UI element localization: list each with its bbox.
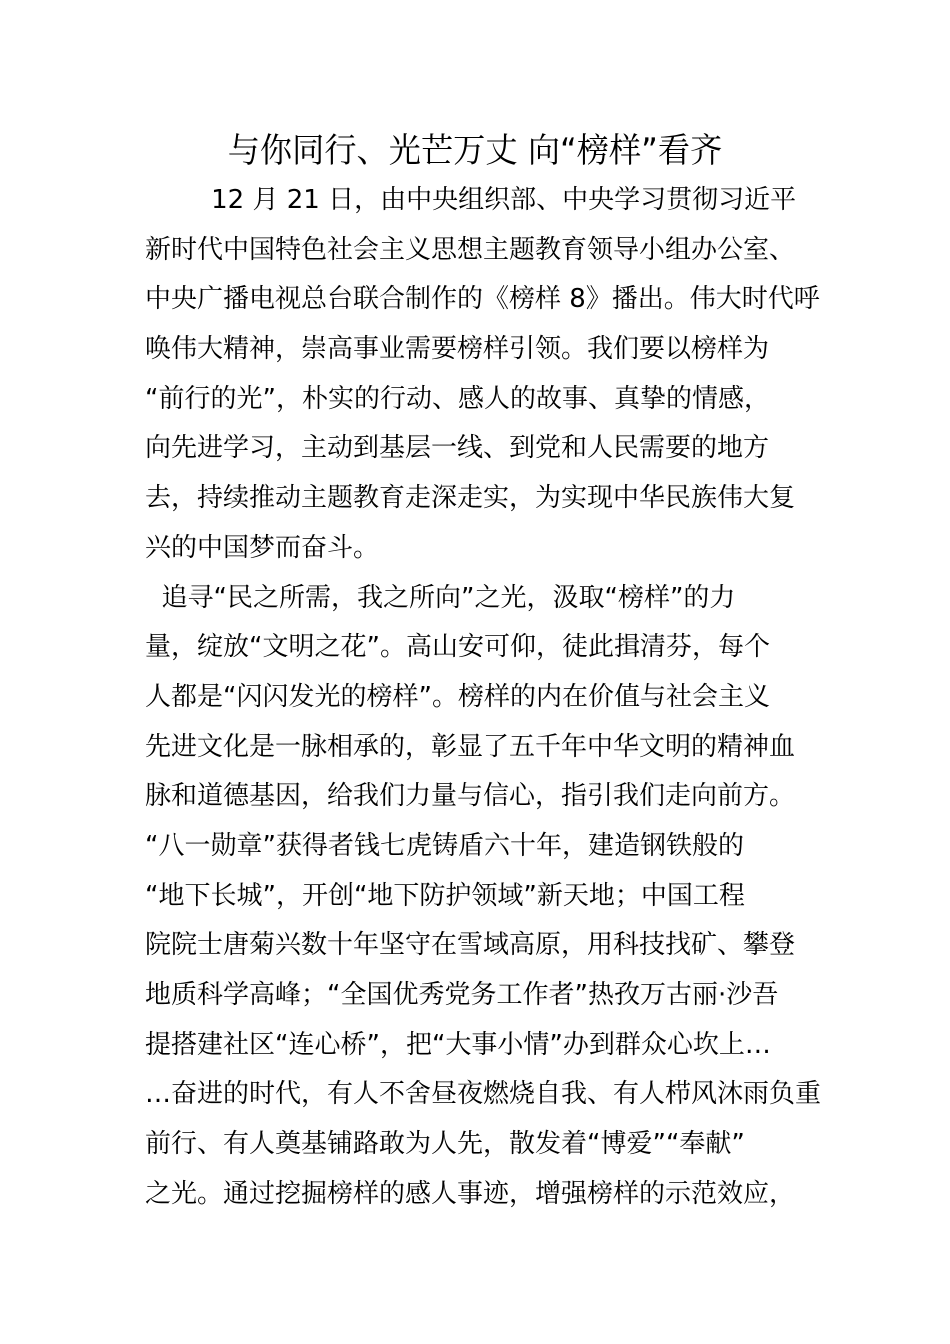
text-line: 脉和道德基因，给我们力量与信心，指引我们走向前方。 [145,781,796,812]
text-line: “地下长城”，开创“地下防护领域”新天地；中国工程 [145,880,745,911]
text-line: 兴的中国梦而奋斗。 [145,532,380,563]
text-line: 前行、有人奠基铺路敢为人先，散发着“博爱”“奉献” [145,1129,745,1160]
text-line: 向先进学习，主动到基层一线、到党和人民需要的地方 [145,433,770,464]
text-line: 中央广播电视总台联合制作的《榜样 8》播出。伟大时代呼 [145,284,820,315]
text-line: 地质科学高峰；“全国优秀党务工作者”热孜万古丽·沙吾 [145,980,779,1010]
text-line: “前行的光”，朴实的行动、感人的故事、真挚的情感， [145,383,770,414]
text-line: 院院士唐菊兴数十年坚守在雪域高原，用科技找矿、攀登 [145,930,796,961]
text-line: 人都是“闪闪发光的榜样”。榜样的内在价值与社会主义 [145,681,770,712]
text-line: “八一勋章”获得者钱七虎铸盾六十年，建造钢铁般的 [145,830,744,861]
text-line: 12 月 21 日，由中央组织部、中央学习贯彻习近平 [145,185,797,215]
text-line: 先进文化是一脉相承的，彰显了五千年中华文明的精神血 [145,731,796,762]
text-line: 新时代中国特色社会主义思想主题教育领导小组办公室、 [145,234,796,265]
document-body [145,176,825,1219]
text-line: 追寻“民之所需，我之所向”之光，汲取“榜样”的力 [145,582,736,613]
text-line: 之光。通过挖掘榜样的感人事迹，增强榜样的示范效应， [145,1178,796,1209]
text-line: 提搭建社区“连心桥”，把“大事小情”办到群众心坎上… [145,1029,771,1060]
text-line: 量，绽放“文明之花”。高山安可仰，徒此揖清芬，每个 [145,632,770,663]
text-line: 唤伟大精神，崇高事业需要榜样引领。我们要以榜样为 [145,334,770,365]
text-line: 去，持续推动主题教育走深走实，为实现中华民族伟大复 [145,483,796,514]
document-title: 与你同行、光芒万丈 向“榜样”看齐 [227,131,723,171]
text-line: …奋进的时代，有人不舍昼夜燃烧自我、有人栉风沐雨负重 [145,1079,822,1110]
